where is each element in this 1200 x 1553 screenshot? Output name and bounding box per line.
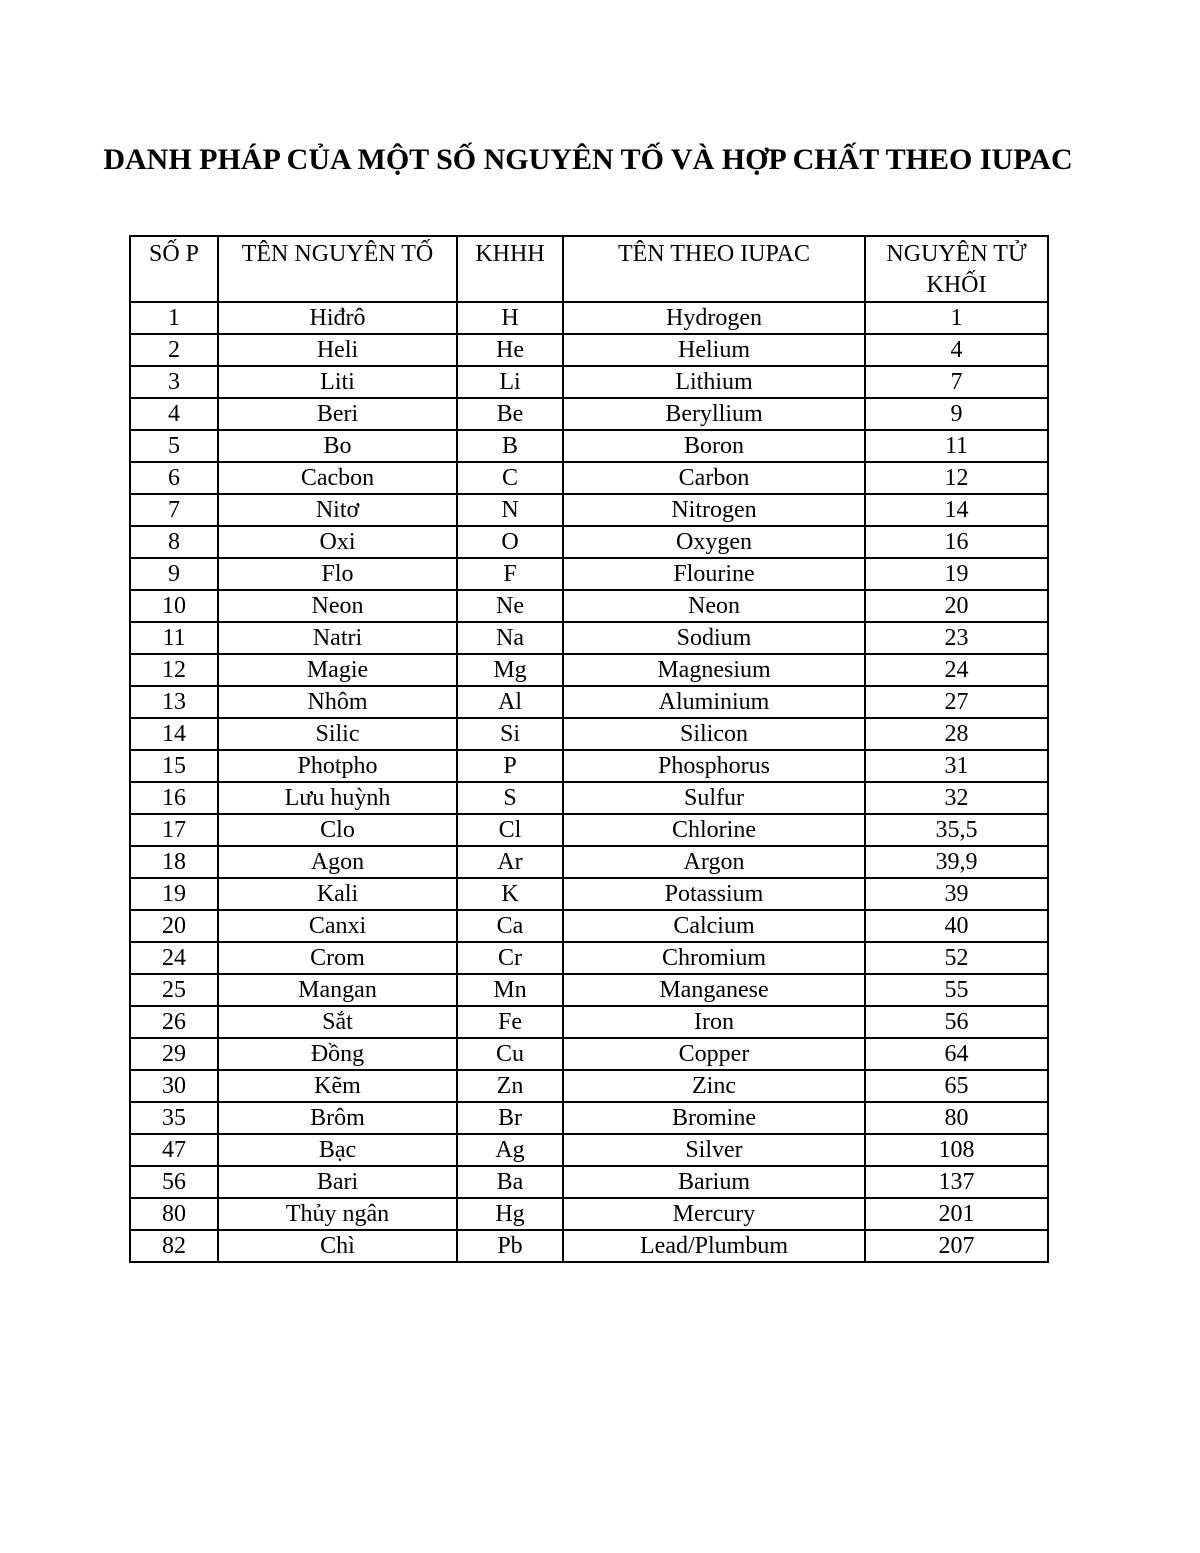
symbol-cell: Ca — [457, 910, 563, 942]
iupac-name-cell: Flourine — [563, 558, 865, 590]
element-name-cell: Silic — [218, 718, 457, 750]
iupac-name-cell: Phosphorus — [563, 750, 865, 782]
symbol-cell: Ba — [457, 1166, 563, 1198]
atomic-mass-cell: 9 — [865, 398, 1048, 430]
table-row — [130, 494, 1048, 526]
element-name-cell: Thủy ngân — [218, 1198, 457, 1230]
table-row — [130, 590, 1048, 622]
iupac-name-cell: Sulfur — [563, 782, 865, 814]
table-row — [130, 366, 1048, 398]
table-row — [130, 1038, 1048, 1070]
element-name-cell: Bạc — [218, 1134, 457, 1166]
atomic-mass-cell: 201 — [865, 1198, 1048, 1230]
symbol-cell: Hg — [457, 1198, 563, 1230]
atomic-mass-cell: 35,5 — [865, 814, 1048, 846]
table-row — [130, 974, 1048, 1006]
proton-number-cell: 15 — [130, 750, 218, 782]
atomic-mass-cell: 39,9 — [865, 846, 1048, 878]
symbol-cell: K — [457, 878, 563, 910]
iupac-name-cell: Sodium — [563, 622, 865, 654]
proton-number-cell: 20 — [130, 910, 218, 942]
iupac-name-cell: Lead/Plumbum — [563, 1230, 865, 1262]
symbol-cell: Ne — [457, 590, 563, 622]
proton-number-cell: 25 — [130, 974, 218, 1006]
symbol-cell: Pb — [457, 1230, 563, 1262]
iupac-name-cell: Hydrogen — [563, 302, 865, 334]
table-row — [130, 1134, 1048, 1166]
proton-number-cell: 16 — [130, 782, 218, 814]
table-row — [130, 654, 1048, 686]
atomic-mass-cell: 64 — [865, 1038, 1048, 1070]
header-row — [130, 236, 1048, 302]
atomic-mass-cell: 16 — [865, 526, 1048, 558]
table-body — [130, 302, 1048, 1262]
table-row — [130, 398, 1048, 430]
element-name-cell: Canxi — [218, 910, 457, 942]
iupac-name-cell: Potassium — [563, 878, 865, 910]
element-name-cell: Cacbon — [218, 462, 457, 494]
table-row — [130, 302, 1048, 334]
element-name-cell: Agon — [218, 846, 457, 878]
atomic-mass-cell: 80 — [865, 1102, 1048, 1134]
proton-number-cell: 18 — [130, 846, 218, 878]
proton-number-cell: 19 — [130, 878, 218, 910]
iupac-name-cell: Manganese — [563, 974, 865, 1006]
iupac-name-cell: Chromium — [563, 942, 865, 974]
table-row — [130, 1198, 1048, 1230]
symbol-cell: H — [457, 302, 563, 334]
atomic-mass-cell: 52 — [865, 942, 1048, 974]
iupac-name-cell: Boron — [563, 430, 865, 462]
proton-number-cell: 17 — [130, 814, 218, 846]
proton-number-cell: 11 — [130, 622, 218, 654]
proton-number-cell: 9 — [130, 558, 218, 590]
element-name-cell: Nhôm — [218, 686, 457, 718]
symbol-cell: P — [457, 750, 563, 782]
table-row — [130, 462, 1048, 494]
atomic-mass-cell: 32 — [865, 782, 1048, 814]
proton-number-cell: 4 — [130, 398, 218, 430]
iupac-name-cell: Nitrogen — [563, 494, 865, 526]
table-row — [130, 334, 1048, 366]
atomic-mass-cell: 27 — [865, 686, 1048, 718]
element-name-cell: Chì — [218, 1230, 457, 1262]
iupac-name-cell: Helium — [563, 334, 865, 366]
proton-number-cell: 24 — [130, 942, 218, 974]
table-row — [130, 942, 1048, 974]
proton-number-cell: 35 — [130, 1102, 218, 1134]
symbol-cell: Li — [457, 366, 563, 398]
proton-number-cell: 47 — [130, 1134, 218, 1166]
symbol-cell: Br — [457, 1102, 563, 1134]
page-title: DANH PHÁP CỦA MỘT SỐ NGUYÊN TỐ VÀ HỢP CHẤT THEO IUPAC — [103, 143, 1073, 176]
element-name-cell: Crom — [218, 942, 457, 974]
symbol-cell: Si — [457, 718, 563, 750]
atomic-mass-cell: 19 — [865, 558, 1048, 590]
table-row — [130, 1166, 1048, 1198]
header-element-name: TÊN NGUYÊN TỐ — [218, 236, 457, 302]
element-name-cell: Kẽm — [218, 1070, 457, 1102]
atomic-mass-cell: 207 — [865, 1230, 1048, 1262]
proton-number-cell: 80 — [130, 1198, 218, 1230]
iupac-name-cell: Calcium — [563, 910, 865, 942]
iupac-name-cell: Chlorine — [563, 814, 865, 846]
symbol-cell: Mg — [457, 654, 563, 686]
table-row — [130, 846, 1048, 878]
symbol-cell: Cu — [457, 1038, 563, 1070]
symbol-cell: F — [457, 558, 563, 590]
atomic-mass-cell: 56 — [865, 1006, 1048, 1038]
table-row — [130, 814, 1048, 846]
symbol-cell: S — [457, 782, 563, 814]
iupac-name-cell: Magnesium — [563, 654, 865, 686]
element-name-cell: Natri — [218, 622, 457, 654]
proton-number-cell: 29 — [130, 1038, 218, 1070]
atomic-mass-cell: 14 — [865, 494, 1048, 526]
symbol-cell: C — [457, 462, 563, 494]
table-row — [130, 1070, 1048, 1102]
element-name-cell: Sắt — [218, 1006, 457, 1038]
iupac-name-cell: Silver — [563, 1134, 865, 1166]
iupac-name-cell: Oxygen — [563, 526, 865, 558]
proton-number-cell: 2 — [130, 334, 218, 366]
iupac-name-cell: Beryllium — [563, 398, 865, 430]
proton-number-cell: 8 — [130, 526, 218, 558]
proton-number-cell: 5 — [130, 430, 218, 462]
proton-number-cell: 7 — [130, 494, 218, 526]
symbol-cell: Ag — [457, 1134, 563, 1166]
table-row — [130, 526, 1048, 558]
element-name-cell: Hiđrô — [218, 302, 457, 334]
atomic-mass-cell: 12 — [865, 462, 1048, 494]
atomic-mass-cell: 40 — [865, 910, 1048, 942]
atomic-mass-cell: 108 — [865, 1134, 1048, 1166]
symbol-cell: Fe — [457, 1006, 563, 1038]
table-row — [130, 1006, 1048, 1038]
element-name-cell: Clo — [218, 814, 457, 846]
table-row — [130, 622, 1048, 654]
element-name-cell: Bari — [218, 1166, 457, 1198]
atomic-mass-cell: 28 — [865, 718, 1048, 750]
atomic-mass-cell: 11 — [865, 430, 1048, 462]
iupac-name-cell: Bromine — [563, 1102, 865, 1134]
element-name-cell: Oxi — [218, 526, 457, 558]
table-row — [130, 782, 1048, 814]
element-name-cell: Beri — [218, 398, 457, 430]
element-name-cell: Liti — [218, 366, 457, 398]
table-row — [130, 910, 1048, 942]
iupac-name-cell: Carbon — [563, 462, 865, 494]
symbol-cell: O — [457, 526, 563, 558]
iupac-name-cell: Zinc — [563, 1070, 865, 1102]
atomic-mass-cell: 137 — [865, 1166, 1048, 1198]
element-name-cell: Mangan — [218, 974, 457, 1006]
iupac-name-cell: Iron — [563, 1006, 865, 1038]
element-name-cell: Lưu huỳnh — [218, 782, 457, 814]
proton-number-cell: 14 — [130, 718, 218, 750]
iupac-name-cell: Copper — [563, 1038, 865, 1070]
symbol-cell: Cl — [457, 814, 563, 846]
proton-number-cell: 13 — [130, 686, 218, 718]
atomic-mass-cell: 1 — [865, 302, 1048, 334]
proton-number-cell: 30 — [130, 1070, 218, 1102]
element-name-cell: Bo — [218, 430, 457, 462]
proton-number-cell: 6 — [130, 462, 218, 494]
symbol-cell: B — [457, 430, 563, 462]
iupac-name-cell: Silicon — [563, 718, 865, 750]
table-row — [130, 878, 1048, 910]
atomic-mass-cell: 55 — [865, 974, 1048, 1006]
atomic-mass-cell: 7 — [865, 366, 1048, 398]
symbol-cell: Na — [457, 622, 563, 654]
header-symbol: KHHH — [457, 236, 563, 302]
iupac-name-cell: Barium — [563, 1166, 865, 1198]
atomic-mass-cell: 23 — [865, 622, 1048, 654]
element-name-cell: Photpho — [218, 750, 457, 782]
symbol-cell: Ar — [457, 846, 563, 878]
symbol-cell: Al — [457, 686, 563, 718]
proton-number-cell: 12 — [130, 654, 218, 686]
table-row — [130, 558, 1048, 590]
iupac-name-cell: Lithium — [563, 366, 865, 398]
proton-number-cell: 10 — [130, 590, 218, 622]
atomic-mass-cell: 4 — [865, 334, 1048, 366]
element-name-cell: Brôm — [218, 1102, 457, 1134]
element-name-cell: Neon — [218, 590, 457, 622]
atomic-mass-cell: 65 — [865, 1070, 1048, 1102]
atomic-mass-cell: 39 — [865, 878, 1048, 910]
element-table — [129, 235, 1049, 1263]
element-name-cell: Magie — [218, 654, 457, 686]
element-name-cell: Đồng — [218, 1038, 457, 1070]
symbol-cell: N — [457, 494, 563, 526]
table-row — [130, 1230, 1048, 1262]
element-name-cell: Kali — [218, 878, 457, 910]
atomic-mass-cell: 24 — [865, 654, 1048, 686]
header-atomic-mass: NGUYÊN TỬ KHỐI — [865, 236, 1048, 302]
symbol-cell: Mn — [457, 974, 563, 1006]
proton-number-cell: 1 — [130, 302, 218, 334]
symbol-cell: Zn — [457, 1070, 563, 1102]
proton-number-cell: 3 — [130, 366, 218, 398]
symbol-cell: Be — [457, 398, 563, 430]
iupac-name-cell: Argon — [563, 846, 865, 878]
table-row — [130, 686, 1048, 718]
table-header — [130, 236, 1048, 302]
header-iupac-name: TÊN THEO IUPAC — [563, 236, 865, 302]
table-row — [130, 430, 1048, 462]
element-name-cell: Heli — [218, 334, 457, 366]
table-row — [130, 718, 1048, 750]
symbol-cell: He — [457, 334, 563, 366]
table-row — [130, 750, 1048, 782]
iupac-name-cell: Neon — [563, 590, 865, 622]
iupac-name-cell: Aluminium — [563, 686, 865, 718]
header-proton-number: SỐ P — [130, 236, 218, 302]
atomic-mass-cell: 20 — [865, 590, 1048, 622]
element-name-cell: Flo — [218, 558, 457, 590]
symbol-cell: Cr — [457, 942, 563, 974]
proton-number-cell: 56 — [130, 1166, 218, 1198]
iupac-name-cell: Mercury — [563, 1198, 865, 1230]
table-row — [130, 1102, 1048, 1134]
proton-number-cell: 26 — [130, 1006, 218, 1038]
proton-number-cell: 82 — [130, 1230, 218, 1262]
atomic-mass-cell: 31 — [865, 750, 1048, 782]
element-name-cell: Nitơ — [218, 494, 457, 526]
